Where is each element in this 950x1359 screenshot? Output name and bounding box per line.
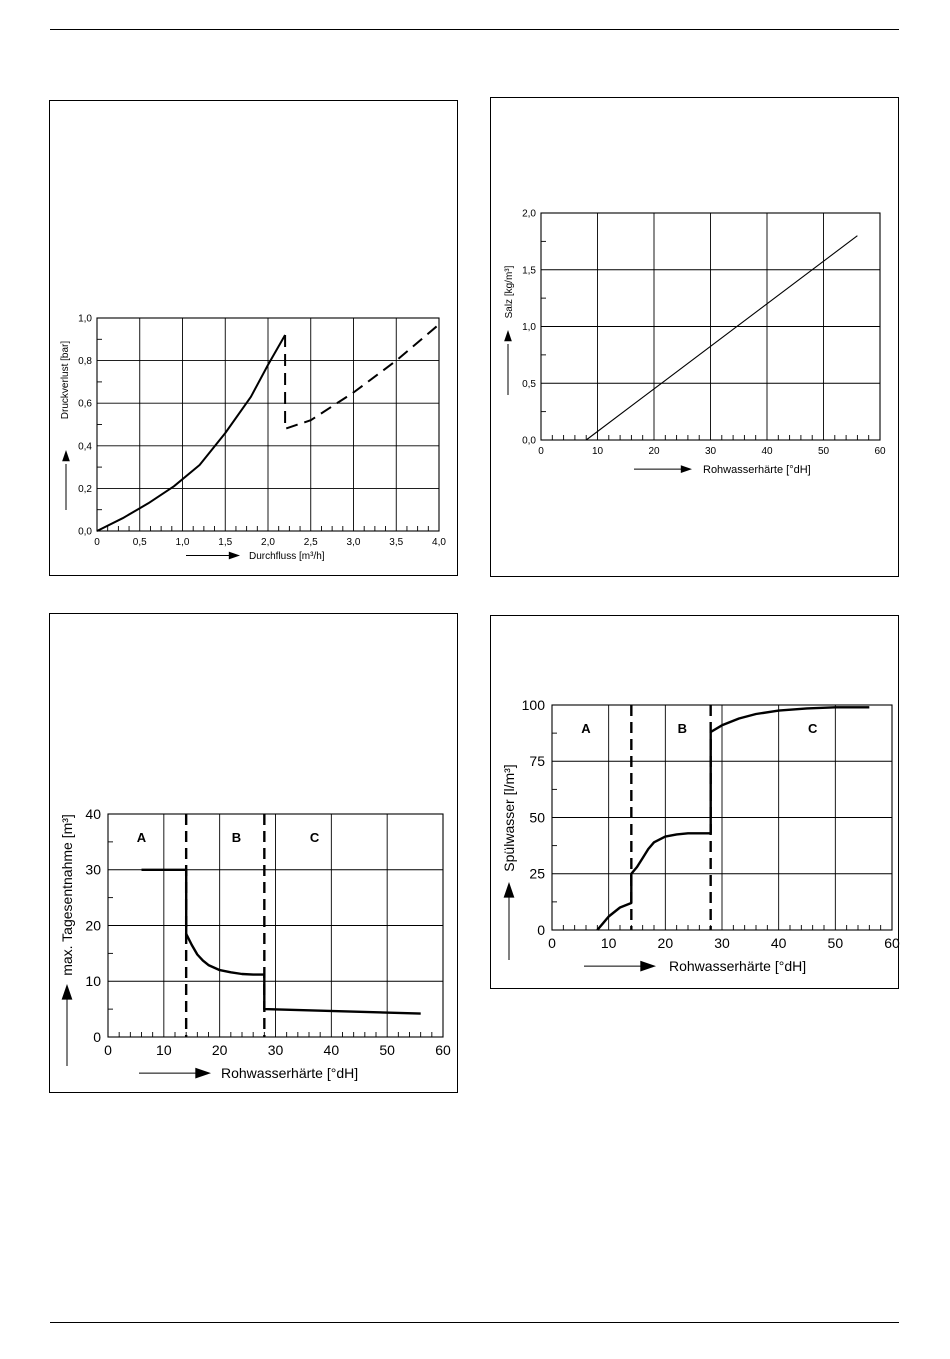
x-tick-label: 50: [827, 935, 844, 951]
x-axis-label: Rohwasserhärte [°dH]: [703, 464, 811, 476]
x-tick-label: 2,0: [261, 537, 275, 548]
y-tick-label: 1,0: [522, 322, 536, 333]
y-tick-label: 20: [85, 917, 101, 934]
x-tick-label: 20: [657, 935, 674, 951]
y-axis-label: Salz [kg/m³]: [504, 265, 515, 319]
x-tick-label: 0: [94, 537, 100, 548]
y-tick-label: 0,2: [78, 483, 92, 495]
x-tick-label: 1,5: [218, 537, 233, 548]
y-tick-label: 100: [521, 696, 545, 713]
x-axis-label: Durchfluss [m³/h]: [249, 551, 325, 562]
x-tick-label: 20: [648, 446, 660, 457]
zone-label: B: [677, 721, 688, 736]
y-tick-label: 2,0: [522, 208, 536, 220]
x-axis-label: Rohwasserhärte [°dH]: [669, 958, 807, 974]
y-tick-label: 50: [529, 809, 545, 826]
zone-label: B: [231, 830, 242, 845]
x-tick-label: 10: [156, 1042, 172, 1058]
y-tick-label: 40: [85, 805, 101, 822]
y-tick-label: 25: [529, 865, 545, 882]
x-tick-label: 3,0: [346, 537, 361, 548]
x-tick-label: 10: [600, 935, 617, 951]
y-tick-label: 0,8: [78, 356, 92, 368]
x-tick-label: 50: [817, 446, 830, 457]
x-tick-label: 20: [211, 1042, 228, 1058]
x-tick-label: 30: [704, 446, 717, 457]
x-axis-label: Rohwasserhärte [°dH]: [221, 1065, 359, 1081]
y-tick-label: 0,0: [78, 526, 92, 538]
x-tick-label: 30: [714, 935, 730, 951]
x-tick-label: 0: [104, 1042, 112, 1058]
y-tick-label: 1,5: [522, 265, 536, 277]
y-tick-label: 0: [537, 921, 545, 938]
x-tick-label: 40: [761, 446, 773, 457]
x-tick-label: 30: [267, 1042, 284, 1058]
x-tick-label: 60: [435, 1042, 451, 1058]
x-tick-label: 1,0: [175, 537, 190, 548]
x-tick-label: 0: [538, 446, 544, 457]
y-tick-label: 75: [529, 753, 545, 770]
y-tick-label: 0,0: [522, 435, 536, 447]
zone-label: C: [309, 830, 320, 845]
x-tick-label: 60: [874, 446, 886, 457]
x-axis-arrow-head: [640, 961, 656, 972]
zone-label: C: [807, 721, 818, 736]
y-tick-label: 0: [93, 1028, 101, 1045]
y-axis-label: Spülwasser [l/m³]: [501, 764, 517, 872]
y-axis-label: max. Tagesentnahme [m³]: [59, 814, 75, 976]
x-tick-label: 0: [548, 935, 556, 951]
y-tick-label: 10: [85, 973, 101, 990]
zone-label: A: [136, 830, 147, 845]
zone-label: A: [581, 721, 591, 736]
x-tick-label: 0,5: [132, 537, 147, 548]
y-axis-arrow-head: [504, 882, 515, 898]
y-tick-label: 30: [85, 861, 101, 878]
x-tick-label: 50: [379, 1042, 395, 1058]
series-line-rinse: [597, 707, 869, 930]
x-tick-label: 60: [884, 935, 900, 951]
x-tick-label: 40: [770, 935, 787, 951]
x-tick-label: 40: [323, 1042, 340, 1058]
y-tick-label: 1,0: [78, 313, 92, 325]
y-axis-label: Druckverlust [bar]: [60, 340, 71, 420]
x-tick-label: 3,5: [389, 537, 404, 548]
x-tick-label: 2,5: [303, 537, 318, 548]
y-tick-label: 0,6: [78, 398, 92, 410]
y-tick-label: 0,5: [522, 378, 536, 390]
y-tick-label: 0,4: [78, 441, 92, 453]
x-tick-label: 4,0: [432, 537, 446, 548]
x-tick-label: 10: [591, 446, 604, 457]
